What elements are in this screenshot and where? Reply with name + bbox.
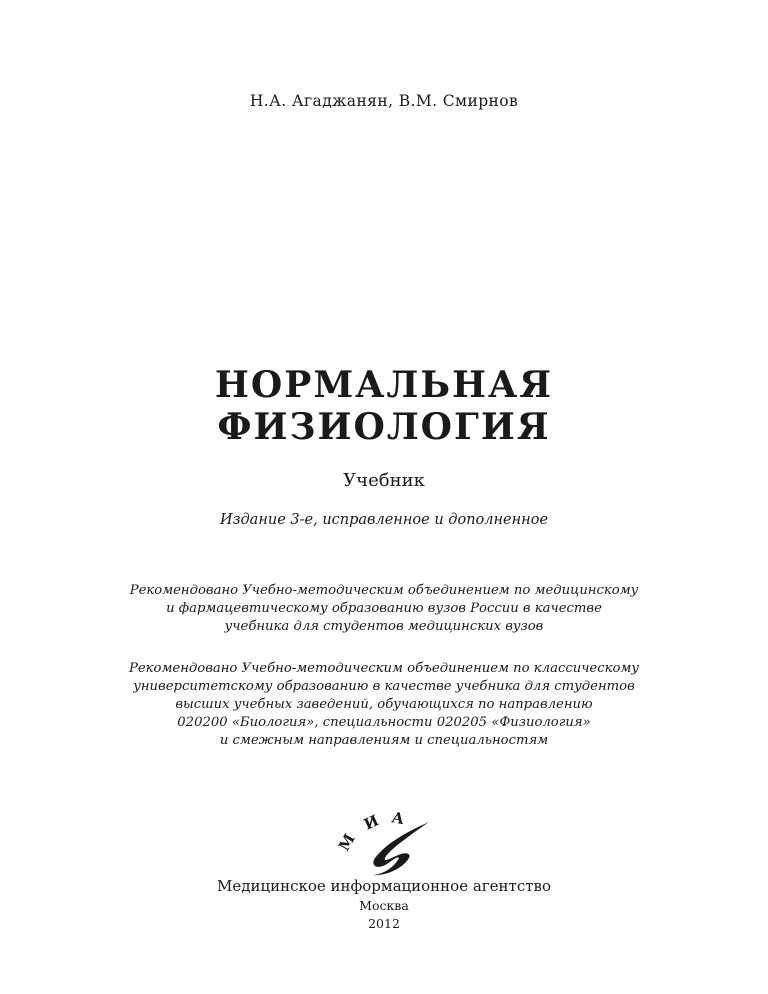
recommendation-classical-line: 020200 «Биология», специальности 020205 «Физиология» bbox=[177, 715, 591, 730]
publisher-name: Медицинское информационное агентство bbox=[216, 877, 552, 895]
recommendation-medical-line: и фармацевтическому образованию вузов России в качестве bbox=[166, 601, 602, 616]
recommendation-medical-line: учебника для студентов медицинских вузов bbox=[224, 619, 544, 634]
recommendation-classical-line: Рекомендовано Учебно-методическим объединением по классическому bbox=[128, 661, 639, 676]
publication-city: Москва bbox=[359, 898, 409, 913]
logo-letter-m: М bbox=[334, 830, 359, 854]
recommendation-medical-line: Рекомендовано Учебно-методическим объединением по медицинскому bbox=[129, 583, 639, 598]
recommendation-medical bbox=[0, 582, 768, 636]
recommendation-classical-line: университетскому образованию в качестве учебника для студентов bbox=[133, 679, 635, 694]
logo-letter-i: И bbox=[361, 811, 382, 834]
logo-swoosh bbox=[373, 822, 429, 875]
logo-letter-a: А bbox=[390, 808, 406, 829]
authors: Н.А. Агаджанян, В.М. Смирнов bbox=[249, 92, 519, 110]
recommendation-classical-line: высших учебных заведений, обучающихся по направлению bbox=[175, 697, 593, 712]
book-title-line-2: ФИЗИОЛОГИЯ bbox=[217, 406, 551, 448]
recommendation-classical-line: и смежным направлениям и специальностям bbox=[219, 733, 549, 748]
publisher-logo-icon bbox=[325, 800, 445, 878]
recommendation-classical bbox=[0, 660, 768, 750]
book-type: Учебник bbox=[343, 470, 425, 491]
book-title bbox=[0, 364, 768, 448]
book-title-line-1: НОРМАЛЬНАЯ bbox=[214, 364, 554, 406]
publication-year: 2012 bbox=[368, 916, 400, 931]
edition-note: Издание 3-е, исправленное и дополненное bbox=[219, 512, 549, 528]
